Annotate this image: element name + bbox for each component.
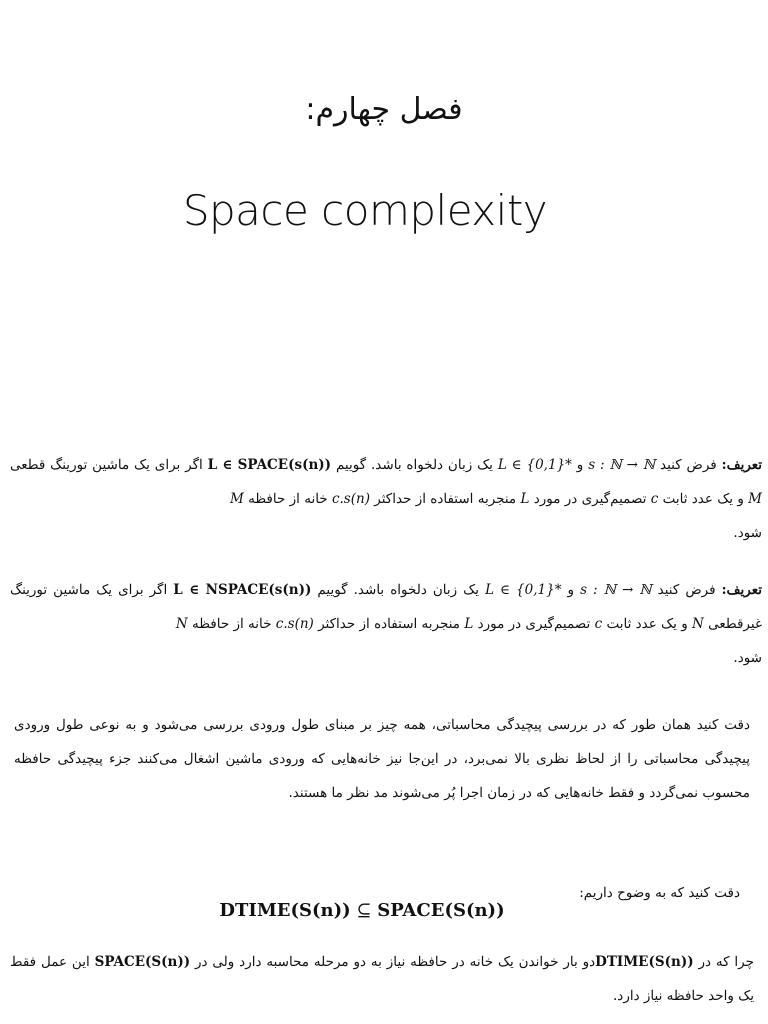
math: SPACE(S(n)) <box>94 954 191 970</box>
math: DTIME(S(n)) <box>595 954 694 970</box>
math: M <box>230 491 244 507</box>
text: تصمیم‌گیری در مورد <box>477 616 591 632</box>
text: و یک عدد ثابت <box>662 491 744 507</box>
math: L <box>464 616 474 632</box>
text: فرض کنید <box>657 582 716 598</box>
math: s : ℕ → ℕ <box>580 582 652 598</box>
math: c.s(n) <box>275 616 314 632</box>
math: s : ℕ → ℕ <box>588 457 656 473</box>
text: دو بار خواندن یک خانه در حافظه نیاز به دو مرحله محاسبه دارد ولی در <box>195 954 596 970</box>
math: L ∈ NSPACE(s(n)) <box>173 582 312 598</box>
explanation-paragraph: دقت کنید همان طور که در بررسی پیچیدگی محاسباتی، همه چیز بر مبنای طول ورودی بررسی می‌شود و به نوعی طول ورودی پیچیدگی محاسباتی را از لحاظ نظری بالا نمی‌برد، در این‌جا نیز خانه‌هایی که ورودی ماشین اشغال می‌کنند جزء پیچیدگی حافظه محسوب نمی‌گردد و فقط خانه‌هایی که در زمان اجرا پُر می‌شوند مد نظر ما هستند. <box>14 717 750 801</box>
text: چرا که در <box>698 954 754 970</box>
text: تصمیم‌گیری در مورد <box>533 491 647 507</box>
text: این عمل فقط یک واحد حافظه نیاز دارد. <box>10 954 754 1004</box>
math: L ∈ SPACE(s(n)) <box>207 457 332 473</box>
math: N <box>692 616 704 632</box>
text: یک زبان دلخواه باشد. گوییم <box>335 457 493 473</box>
text: خانه از حافظه <box>191 616 272 632</box>
text: و <box>576 457 584 473</box>
definition-label: تعریف: <box>721 457 763 473</box>
text: اگر برای یک ماشین تورینگ قطعی <box>10 457 203 473</box>
definition-nspace <box>10 573 762 675</box>
text: و <box>567 582 575 598</box>
chapter-title: فصل چهارم: <box>305 92 463 127</box>
math: L ∈ {0,1}* <box>497 457 572 473</box>
math-operator: ⊆ <box>356 900 372 921</box>
text: و یک عدد ثابت <box>606 616 688 632</box>
text: اگر برای یک ماشین تورینگ غیرقطعی <box>10 582 762 632</box>
math-right: SPACE(S(n)) <box>377 900 505 921</box>
math: M <box>748 491 762 507</box>
note-line: دقت کنید که به وضوح داریم: <box>579 885 740 901</box>
inclusion-formula <box>0 900 724 921</box>
math-left: DTIME(S(n)) <box>219 900 351 921</box>
text: خانه از حافظه <box>248 491 328 507</box>
math: c <box>594 616 603 632</box>
math: N <box>175 616 188 632</box>
math: c.s(n) <box>331 491 370 507</box>
math: L <box>520 491 530 507</box>
text: منجربه استفاده از حداکثر <box>318 616 461 632</box>
text: شود. <box>733 525 762 541</box>
text: منجربه استفاده از حداکثر <box>374 491 517 507</box>
math: c <box>650 491 659 507</box>
text: یک زبان دلخواه باشد. گوییم <box>317 582 480 598</box>
definition-label: تعریف: <box>721 582 763 598</box>
definition-space <box>10 448 762 550</box>
math: L ∈ {0,1}* <box>485 582 562 598</box>
chapter-subtitle: Space complexity <box>182 186 548 235</box>
reason-paragraph <box>10 945 754 1013</box>
text: شود. <box>733 650 762 666</box>
text: فرض کنید <box>659 457 717 473</box>
